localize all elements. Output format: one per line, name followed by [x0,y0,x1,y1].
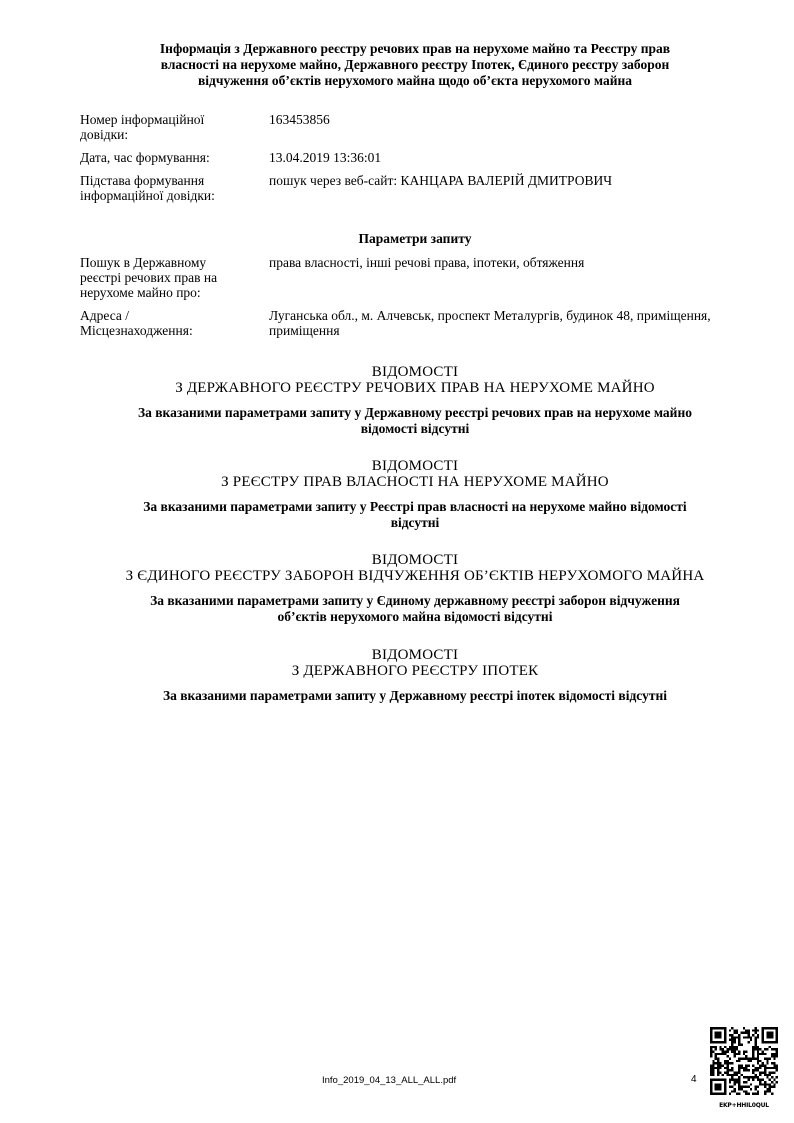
section-body-line: За вказаними параметрами запиту у Державному реєстрі речових прав на нерухоме майно [137,405,692,420]
section-body-line: За вказаними параметрами запиту у Єдиному державному реєстрі заборон відчуження [150,593,680,608]
info-row-basis [80,173,730,203]
info-value: 163453856 [269,112,330,127]
section-body-line: За вказаними параметрами запиту у Державному реєстрі іпотек відомості відсутні [162,688,668,703]
section-subtitle: З РЕЄСТРУ ПРАВ ВЛАСНОСТІ НА НЕРУХОМЕ МАЙНО [221,474,609,490]
section-body-line: За вказаними параметрами запиту у Реєстрі прав власності на нерухоме майно відомості [143,499,687,514]
document-header [80,41,750,89]
header-line: відчуження об’єктів нерухомого майна щодо об’єкта нерухомого майна [197,73,633,88]
header-line: власності на нерухоме майно, Державного реєстру Іпотек, Єдиного реєстру заборон [160,57,670,72]
params-value: Луганська обл., м. Алчевськ, проспект Металургів, будинок 48, приміщення, приміщення [269,308,711,338]
info-row-date [80,150,730,165]
section-title: ВІДОМОСТІ [371,364,459,380]
params-label: Пошук в Державному реєстрі речових прав на нерухоме майно про: [80,255,218,300]
section-body [80,499,750,531]
section-title: ВІДОМОСТІ [371,458,459,474]
section-body-line: об’єктів нерухомого майна відомості відсутні [277,609,553,624]
params-label: Адреса / Місцезнаходження: [80,308,193,338]
section-subtitle: З ДЕРЖАВНОГО РЕЄСТРУ ІПОТЕК [291,663,539,679]
section-body [80,688,750,704]
header-line: Інформація з Державного реєстру речових прав на нерухоме майно та Реєстру прав [159,41,671,56]
section-body-line: відсутні [390,515,440,530]
footer-filename: Info_2019_04_13_ALL_ALL.pdf [322,1075,457,1086]
section-prohibitions [80,552,750,625]
info-block [80,112,730,203]
section-subtitle: З ЄДИНОГО РЕЄСТРУ ЗАБОРОН ВІДЧУЖЕННЯ ОБ’ЄКТІВ НЕРУХОМОГО МАЙНА [125,568,705,584]
qr-code-text: EKP+HHIL0QUL [719,1102,769,1109]
page-number: 4 [691,1074,697,1085]
params-value: права власності, інші речові права, іпотеки, обтяження [269,255,585,270]
info-value: пошук через веб-сайт: КАНЦАРА ВАЛЕРІЙ ДМИТРОВИЧ [269,173,612,188]
info-row-number [80,112,730,142]
section-body [80,405,750,437]
section-body [80,593,750,625]
info-value: 13.04.2019 13:36:01 [269,150,382,165]
section-title: ВІДОМОСТІ [371,552,459,568]
info-label: Номер інформаційної довідки: [80,112,205,142]
qr-code-icon [710,1027,778,1095]
section-subtitle: З ДЕРЖАВНОГО РЕЄСТРУ РЕЧОВИХ ПРАВ НА НЕРУХОМЕ МАЙНО [175,380,655,396]
section-mortgages [80,647,750,704]
section-title: ВІДОМОСТІ [371,647,459,663]
section-real-rights [80,364,750,437]
section-body-line: відомості відсутні [360,421,470,436]
params-block [80,255,730,338]
section-ownership [80,458,750,531]
info-label: Підстава формування інформаційної довідки: [80,173,215,203]
info-label: Дата, час формування: [80,150,210,165]
params-row-search [80,255,730,300]
params-row-address [80,308,730,338]
params-title: Параметри запиту [358,231,472,246]
